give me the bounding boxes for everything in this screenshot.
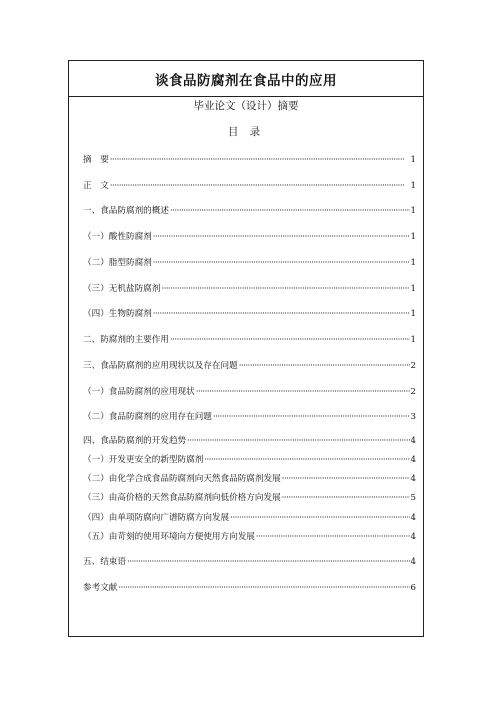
toc-entry-label: （三）无机盐防腐剂 [83,284,161,294]
toc-entry-page: 1 [410,258,416,268]
toc-entry[interactable] [83,230,416,244]
toc-entry-page: 4 [410,557,416,567]
toc-entry-label: 摘 要 [83,155,109,165]
toc-leader-dots [170,335,410,345]
toc-entry-label: 四、食品防腐剂的开发趋势 [83,436,187,446]
toc-entry-page: 1 [410,335,416,345]
toc-leader-dots [230,513,409,523]
toc-entry-label: （二）食品防腐剂的应用存在问题 [83,412,212,422]
toc-leader-dots [110,155,410,165]
toc-leader-dots [127,557,410,567]
toc-entry-page: 5 [410,493,416,503]
toc-leader-dots [110,181,410,191]
toc-entry-label: 参考文献 [83,583,118,593]
toc-entry-label: （二）由化学合成食品防腐剂向天然食品防腐剂发展 [83,474,281,484]
toc-entry[interactable] [83,581,416,595]
toc-entry-page: 3 [410,412,416,422]
toc-entry-label: （三）由高价格的天然食品防腐剂向低价格方向发展 [83,493,281,503]
toc-entry-page: 2 [410,361,416,371]
toc-entry-label: （四）由单项防腐向广谱防腐方向发展 [83,513,230,523]
toc-leader-dots [282,493,410,503]
toc-leader-dots [282,474,410,484]
toc-entry-page: 1 [410,181,416,191]
toc-entry[interactable] [83,204,416,218]
toc-entry-page: 1 [410,309,416,319]
toc-leader-dots [153,258,410,268]
toc-entry[interactable] [83,385,416,399]
toc-entry-label: （四）生物防腐剂 [83,309,152,319]
toc-leader-dots [196,387,410,397]
toc-entry-page: 1 [410,206,416,216]
toc-entry[interactable] [83,453,416,467]
toc-entry-page: 4 [410,474,416,484]
toc-leader-dots [153,309,410,319]
toc-entry[interactable] [83,530,416,544]
toc-entry[interactable] [83,179,416,193]
toc-entry[interactable] [83,282,416,296]
toc-entry[interactable] [83,333,416,347]
toc-leader-dots [239,361,410,371]
toc-entry-label: （一）酸性防腐剂 [83,232,152,242]
toc-leader-dots [161,284,409,294]
toc-entry[interactable] [83,307,416,321]
toc-entry-page: 1 [410,284,416,294]
toc-entry-page: 4 [410,532,416,542]
toc-leader-dots [187,436,409,446]
toc-entry[interactable] [83,153,416,167]
toc-entry-page: 4 [410,436,416,446]
toc-entry-page: 4 [410,455,416,465]
toc-entry[interactable] [83,434,416,448]
toc-entry[interactable] [83,491,416,505]
toc-leader-dots [153,232,410,242]
toc-entry-label: （五）由苛刻的使用环境向方便使用方向发展 [83,532,255,542]
toc-entry[interactable] [83,256,416,270]
toc-leader-dots [256,532,410,542]
toc-entry-label: 五、结束语 [83,557,126,567]
toc-entry[interactable] [83,511,416,525]
toc-entry-label: （一）开发更安全的新型防腐剂 [83,455,204,465]
toc-entry-label: 二、防腐剂的主要作用 [83,335,169,345]
document-frame [68,60,424,637]
toc-entry-page: 1 [410,155,416,165]
toc-leader-dots [170,206,410,216]
toc-entry-page: 6 [410,583,416,593]
toc-entry[interactable] [83,410,416,424]
toc-entry[interactable] [83,359,416,373]
toc-entry-page: 1 [410,232,416,242]
toc-entry-label: （一）食品防腐剂的应用现状 [83,387,195,397]
document-subtitle: 毕业论文（设计）摘要 [193,100,299,112]
toc-entry-page: 2 [410,387,416,397]
document-title: 谈食品防腐剂在食品中的应用 [155,72,337,89]
toc-entry[interactable] [83,555,416,569]
toc-entry-page: 4 [410,513,416,523]
title-row [69,61,423,97]
toc-entry[interactable] [83,472,416,486]
toc-heading: 目 录 [227,126,265,138]
toc-entry-label: （二）脂型防腐剂 [83,258,152,268]
toc-leader-dots [118,583,409,593]
toc-entry-label: 一、食品防腐剂的概述 [83,206,169,216]
toc-entry-label: 三、食品防腐剂的应用现状以及存在问题 [83,361,238,371]
toc-leader-dots [204,455,409,465]
toc-leader-dots [213,412,410,422]
toc-entry-label: 正 文 [83,181,109,191]
